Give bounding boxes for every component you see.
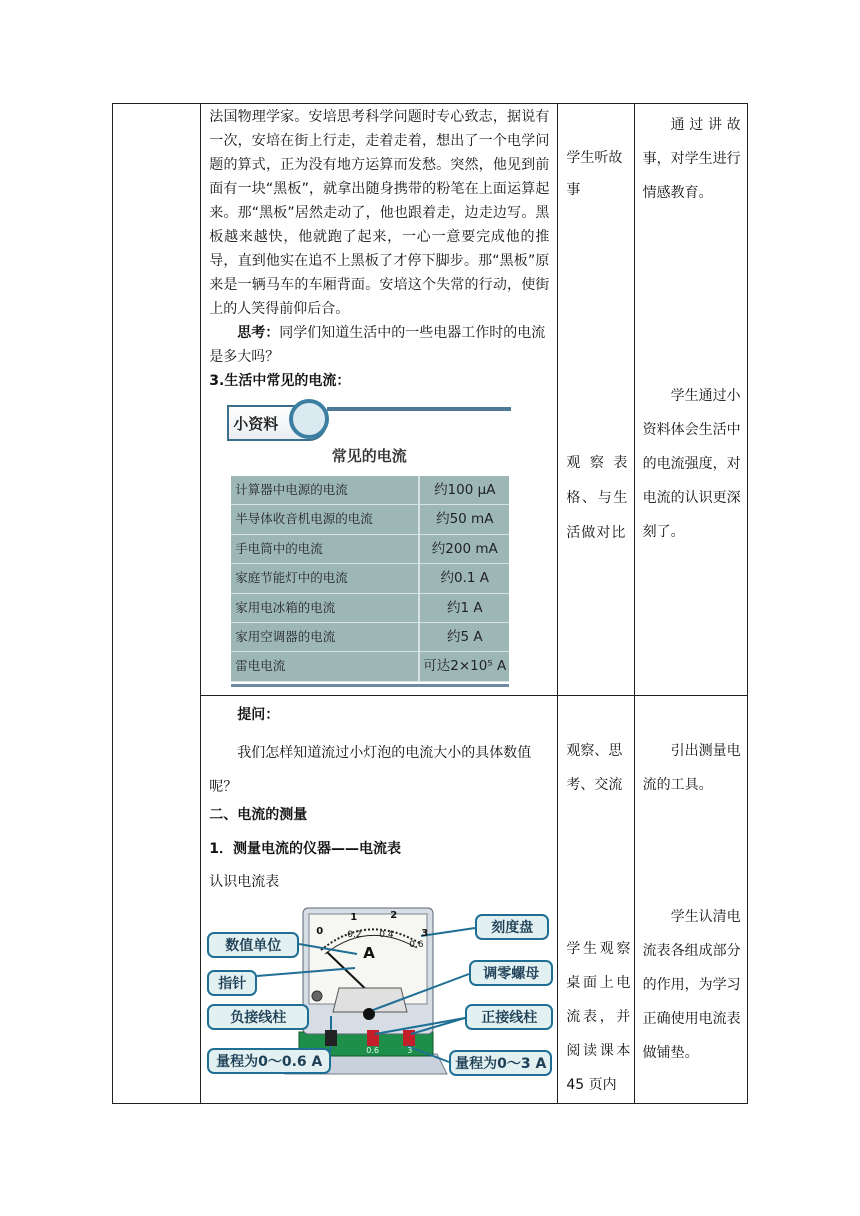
scale-top-1: 1 (350, 912, 358, 923)
current-source: 半导体收音机电源的电流 (231, 505, 420, 533)
info-card (227, 401, 511, 695)
terminal-label-0-6: 0.6 (366, 1046, 379, 1055)
current-table-row (231, 564, 509, 593)
current-source: 家用空调器的电流 (231, 623, 420, 651)
label-positive-terminal: 正接线柱 (465, 1004, 553, 1030)
current-value: 可达2×10⁵ A (423, 658, 507, 675)
think-text: 同学们知道生活中的一些电器工作时的电流是多大吗？ (209, 325, 546, 365)
current-value: 约1 A (446, 599, 483, 616)
ask-text: 我们怎样知道流过小灯泡的电流大小的具体数值呢？ (209, 745, 532, 795)
intent-cell-2 (634, 696, 747, 1104)
current-source: 雷电电流 (231, 652, 420, 680)
content-cell-2 (201, 696, 558, 1104)
current-value: 约0.1 A (440, 570, 490, 587)
label-negative-terminal: 负接线柱 (207, 1004, 309, 1030)
scale-top-2: 2 (390, 910, 398, 921)
current-source: 手电筒中的电流 (231, 535, 420, 563)
student-cell-2 (558, 696, 634, 1104)
face-unit: A (363, 944, 375, 962)
label-range-0-6: 量程为0～0.6 A (207, 1048, 331, 1074)
section-heading-3: 3.生活中常见的电流： (209, 373, 351, 389)
label-dial: 刻度盘 (475, 914, 549, 940)
content-cell (201, 104, 558, 696)
think-paragraph (209, 321, 549, 369)
intent-text-1: 通过讲故事，对学生进行情感教育。 (642, 117, 741, 201)
student-activity-3: 观察、思考、交流 (566, 743, 623, 793)
know-ammeter: 认识电流表 (209, 874, 280, 890)
ammeter-figure (207, 906, 552, 1086)
scale-bottom-1: 0.2 (347, 930, 362, 940)
current-table-row (231, 535, 509, 564)
label-range-0-3: 量程为0～3 A (449, 1050, 552, 1076)
current-table-row (231, 476, 509, 505)
ask-label: 提问： (237, 707, 280, 723)
current-table-row (231, 505, 509, 534)
intent-text-2: 学生通过小资料体会生活中的电流强度，对电流的认识更深刻了。 (642, 388, 741, 540)
info-bottom-rule (231, 684, 509, 687)
label-zero-adjust: 调零螺母 (469, 960, 553, 986)
current-source: 计算器中电源的电流 (231, 476, 420, 504)
current-value: 约5 A (446, 628, 483, 645)
label-unit: 数值单位 (207, 932, 299, 958)
scale-top-3: 3 (421, 928, 429, 939)
label-pointer: 指针 (207, 970, 257, 996)
info-banner-label: 小资料 (233, 415, 279, 433)
student-activity-1: 学生听故事 (566, 150, 623, 198)
think-label: 思考： (237, 325, 280, 341)
student-activity-2: 观察表格、与生活做对比 (566, 455, 629, 541)
current-source: 家庭节能灯中的电流 (231, 564, 420, 592)
scale-bottom-3: 0.6 (409, 940, 424, 950)
student-activity-4: 学生观察桌面上电流表，并阅读课本 45 页内 (566, 941, 631, 1093)
intent-text-4: 学生认清电流表各组成部分的作用，为学习正确使用电流表做铺垫。 (642, 909, 741, 1061)
info-ring-icon (289, 399, 329, 439)
scale-bottom-2: 0.4 (379, 930, 394, 940)
story-text: 法国物理学家。安培思考科学问题时专心致志，据说有一次，安培在街上行走，走着走着，想出了一个电学问题的算式，正为没有地方运算而发愁。突然，他见到前面有一块“黑板”，就拿出随身携带的粉笔在上面运算起来。那“黑板”居然走动了，他也跟着走，边走边写。黑板越来越快，他就跑了起来，一心一意要完成他的推导，直到他实在追不上黑板了才停下脚步。那“黑板”原来是一辆马车的车厢背面。安培这个失常的行动，使街上的人笑得前仰后合。 (209, 109, 550, 317)
info-title: 常见的电流 (331, 447, 407, 465)
student-cell (558, 104, 634, 696)
current-table (231, 476, 509, 682)
current-value: 约100 μA (434, 482, 496, 498)
current-value: 约200 mA (431, 540, 498, 557)
current-table-row (231, 594, 509, 623)
current-source: 家用电冰箱的电流 (231, 594, 420, 622)
stage-cell (113, 104, 201, 1104)
current-table-row (231, 623, 509, 652)
intent-text-3: 引出测量电流的工具。 (642, 743, 741, 793)
info-top-rule (327, 407, 511, 411)
lesson-plan-table (112, 103, 748, 1104)
section-heading-2: 二、电流的测量 (209, 807, 308, 823)
terminal-label-3: 3 (407, 1046, 413, 1055)
scale-top-0: 0 (316, 926, 324, 937)
current-table-row (231, 652, 509, 681)
current-value: 约50 mA (436, 511, 494, 528)
intent-cell (634, 104, 747, 696)
item-heading-1: 1．测量电流的仪器——电流表 (209, 841, 402, 857)
